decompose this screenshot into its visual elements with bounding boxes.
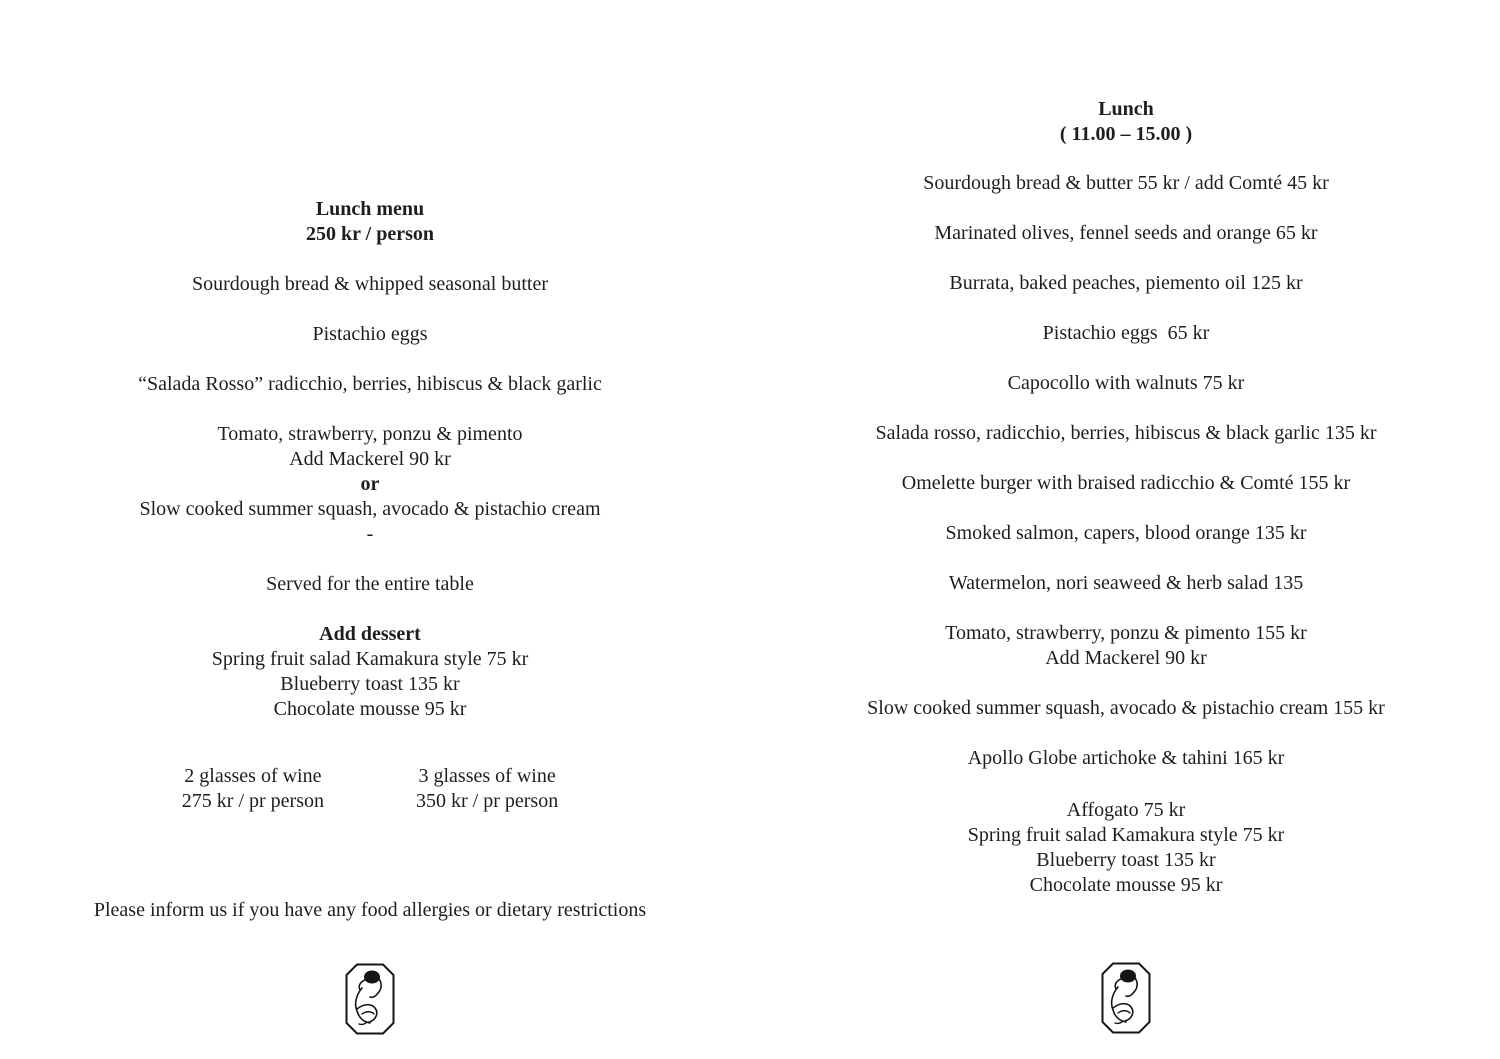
dessert-item: Spring fruit salad Kamakura style 75 kr xyxy=(211,648,529,670)
dessert-item: Affogato 75 kr xyxy=(1066,799,1186,821)
dessert-item: Blueberry toast 135 kr xyxy=(280,673,460,695)
served-note: Served for the entire table xyxy=(266,573,474,595)
dessert-group xyxy=(752,798,1500,898)
dessert-item: Chocolate mousse 95 kr xyxy=(273,698,467,720)
menu-item: Slow cooked summer squash, avocado & pistachio cream xyxy=(139,498,601,520)
menu-choice-group xyxy=(0,422,740,547)
set-menu-header xyxy=(0,197,740,247)
a-la-carte-page xyxy=(752,0,1500,1041)
menu-item: Slow cooked summer squash, avocado & pistachio cream 155 kr xyxy=(867,697,1385,719)
set-menu-price: 250 kr / person xyxy=(306,223,434,245)
menu-item: Tomato, strawberry, ponzu & pimento xyxy=(217,423,523,445)
wine-option-title: 2 glasses of wine xyxy=(184,765,322,787)
menu-item: Apollo Globe artichoke & tahini 165 kr xyxy=(967,747,1285,769)
lunch-hours: ( 11.00 – 15.00 ) xyxy=(1059,123,1193,145)
seated-figure-icon xyxy=(1101,962,1151,1034)
lunch-title: Lunch xyxy=(1098,98,1154,120)
lunch-header xyxy=(752,97,1500,147)
set-menu-page xyxy=(0,0,740,1042)
menu-item: Sourdough bread & butter 55 kr / add Comté 45 kr xyxy=(923,172,1329,194)
menu-item: Omelette burger with braised radicchio & Comté 155 kr xyxy=(901,472,1351,494)
set-menu-title: Lunch menu xyxy=(315,198,425,220)
seated-figure-icon xyxy=(345,963,395,1035)
restaurant-logo xyxy=(0,963,740,1042)
dessert-item: Blueberry toast 135 kr xyxy=(1036,849,1216,871)
menu-item: Smoked salmon, capers, blood orange 135 kr xyxy=(945,522,1307,544)
dessert-item: Spring fruit salad Kamakura style 75 kr xyxy=(967,824,1285,846)
divider-dash: - xyxy=(366,523,374,545)
wine-option-2-glasses xyxy=(182,764,324,814)
menu-item-addon: Add Mackerel 90 kr xyxy=(1045,647,1207,669)
menu-item: Pistachio eggs 65 kr xyxy=(1042,322,1210,344)
wine-pairing-options xyxy=(0,764,740,814)
dessert-header: Add dessert xyxy=(319,623,421,645)
dessert-group xyxy=(0,622,740,722)
menu-item: Marinated olives, fennel seeds and orange 65 kr xyxy=(934,222,1318,244)
menu-item-group xyxy=(752,621,1500,671)
menu-item: Watermelon, nori seaweed & herb salad 135 xyxy=(948,572,1304,594)
restaurant-logo xyxy=(752,962,1500,1041)
menu-item: Burrata, baked peaches, piemento oil 125 kr xyxy=(949,272,1303,294)
wine-option-title: 3 glasses of wine xyxy=(418,765,556,787)
menu-item: Salada rosso, radicchio, berries, hibiscus & black garlic 135 kr xyxy=(875,422,1377,444)
menu-item: “Salada Rosso” radicchio, berries, hibiscus & black garlic xyxy=(138,373,602,395)
menu-item-addon: Add Mackerel 90 kr xyxy=(289,448,451,470)
menu-item: Capocollo with walnuts 75 kr xyxy=(1007,372,1245,394)
menu-item: Sourdough bread & whipped seasonal butter xyxy=(191,273,549,295)
dessert-item: Chocolate mousse 95 kr xyxy=(1029,874,1223,896)
or-label: or xyxy=(360,473,380,495)
wine-option-price: 350 kr / pr person xyxy=(416,790,559,812)
menu-item: Pistachio eggs xyxy=(312,323,428,345)
wine-option-price: 275 kr / pr person xyxy=(181,790,324,812)
wine-option-3-glasses xyxy=(416,764,558,814)
allergy-note: Please inform us if you have any food allergies or dietary restrictions xyxy=(93,899,647,921)
menu-item: Tomato, strawberry, ponzu & pimento 155 kr xyxy=(945,622,1307,644)
